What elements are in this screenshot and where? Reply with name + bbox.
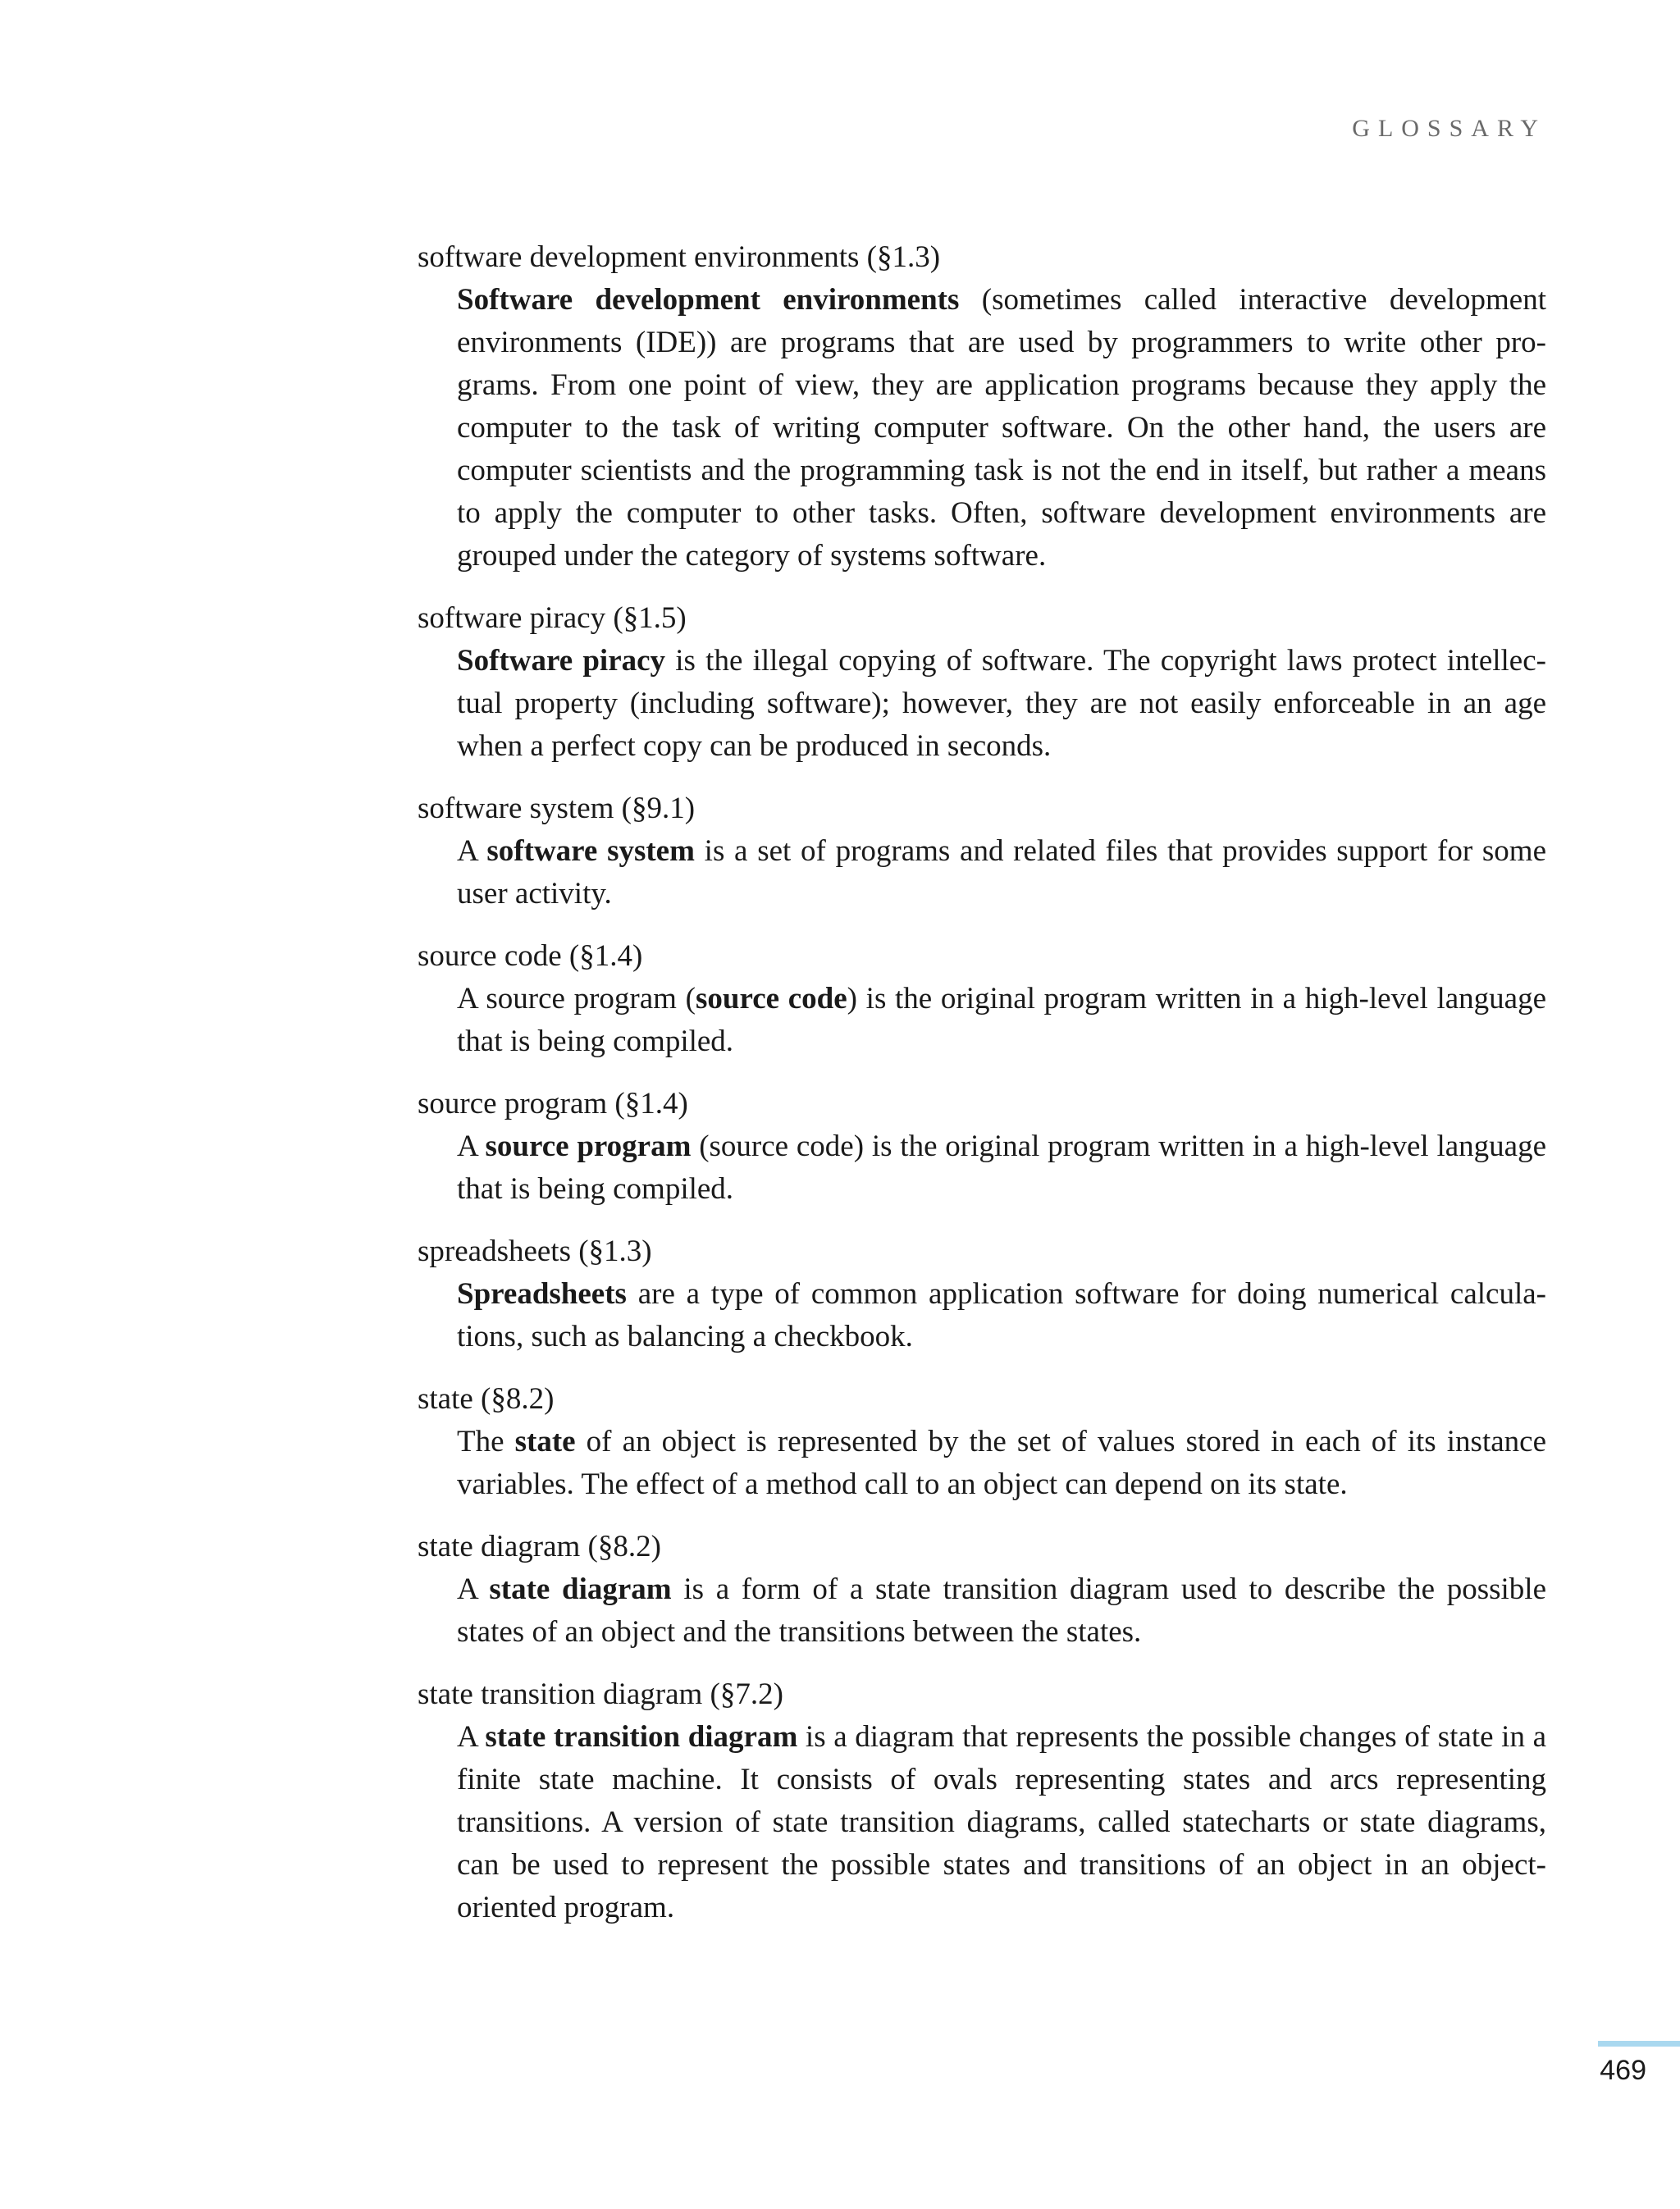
definition-keyword: software system [486, 834, 695, 868]
glossary-entry [418, 787, 1546, 915]
definition-lead-text: A [457, 1130, 486, 1163]
glossary-definition [457, 1568, 1546, 1654]
page-number-bar [1598, 2041, 1680, 2047]
definition-body-text: are a type of common application software for doing numerical calculations, such as balancing a checkbook. [457, 1277, 1546, 1353]
definition-lead-text: A [457, 1572, 490, 1606]
glossary-entry [418, 1378, 1546, 1506]
glossary-entry [418, 1083, 1546, 1211]
definition-body-text: is a set of programs and related files that provides support for some user activity. [457, 834, 1546, 911]
glossary-term: state transition diagram (§7.2) [418, 1677, 783, 1711]
glossary-definition [457, 1716, 1546, 1929]
definition-keyword: state transition diagram [485, 1720, 798, 1754]
glossary-term: state (§8.2) [418, 1382, 555, 1416]
page-number: 469 [1600, 2055, 1646, 2086]
definition-lead-text: A [457, 1720, 486, 1754]
glossary-term: source program (§1.4) [418, 1087, 688, 1120]
definition-lead-text: The [457, 1425, 515, 1458]
glossary-definition [457, 830, 1546, 915]
glossary-entry [418, 597, 1546, 768]
glossary-entry [418, 1526, 1546, 1654]
glossary-definition [457, 279, 1546, 577]
definition-body-text: (sometimes called interactive development environments (IDE)) are programs that are used by programmers to write other programs. From one point of view, they are application programs because they apply the computer to the task of writing computer software. On the other hand, the users are computer scientists and the programming task is not the end in itself, but rather a means to apply the computer to other tasks. Often, software development environments are grouped under the category of systems software. [457, 283, 1546, 573]
definition-keyword: Software piracy [457, 644, 666, 678]
glossary-definition [457, 978, 1546, 1063]
definition-body-text: ) is the original program written in a high-level language that is being compiled. [457, 982, 1546, 1058]
definition-keyword: source program [485, 1130, 692, 1163]
glossary-term: software development environments (§1.3) [418, 240, 941, 274]
definition-body-text: is a form of a state transition diagram used to describe the possible states of an object and the transitions between the states. [457, 1572, 1546, 1649]
glossary-term: spreadsheets (§1.3) [418, 1235, 652, 1268]
glossary-entry [418, 236, 1546, 577]
definition-keyword: source code [695, 982, 847, 1016]
definition-body-text: (source code) is the original program written in a high-level language that is being compiled. [457, 1130, 1547, 1206]
glossary-term: source code (§1.4) [418, 939, 643, 973]
glossary-definition [457, 640, 1546, 768]
glossary-entry [418, 935, 1546, 1063]
definition-keyword: state [514, 1425, 576, 1458]
glossary-term: software piracy (§1.5) [418, 601, 687, 635]
glossary-definition [457, 1125, 1546, 1211]
definition-body-text: is a diagram that represents the possible changes of state in a finite state machine. It consists of ovals representing states and arcs representing transitions. A version of state transition diagrams, called statecharts or state diagrams, can be used to represent the possible states and transitions of an object in an object-oriented program. [457, 1720, 1546, 1924]
glossary-term: state diagram (§8.2) [418, 1530, 661, 1563]
definition-keyword: Spreadsheets [457, 1277, 627, 1311]
definition-lead-text: A source program ( [457, 982, 696, 1016]
glossary-term: software system (§9.1) [418, 792, 696, 825]
glossary-definition [457, 1421, 1546, 1506]
glossary-entries [418, 236, 1546, 1949]
running-head: GLOSSARY [1352, 115, 1546, 142]
glossary-entry [418, 1673, 1546, 1929]
definition-lead-text: A [457, 834, 487, 868]
definition-keyword: state diagram [489, 1572, 672, 1606]
definition-keyword: Software development environments [457, 283, 960, 317]
definition-body-text: is the illegal copying of software. The copyright laws protect intellectual property (including software); however, they are not easily enforceable in an age when a perfect copy can be produced in seconds. [457, 644, 1546, 763]
glossary-entry [418, 1230, 1546, 1358]
glossary-definition [457, 1273, 1546, 1358]
definition-body-text: of an object is represented by the set of values stored in each of its instance variables. The effect of a method call to an object can depend on its state. [457, 1425, 1546, 1501]
